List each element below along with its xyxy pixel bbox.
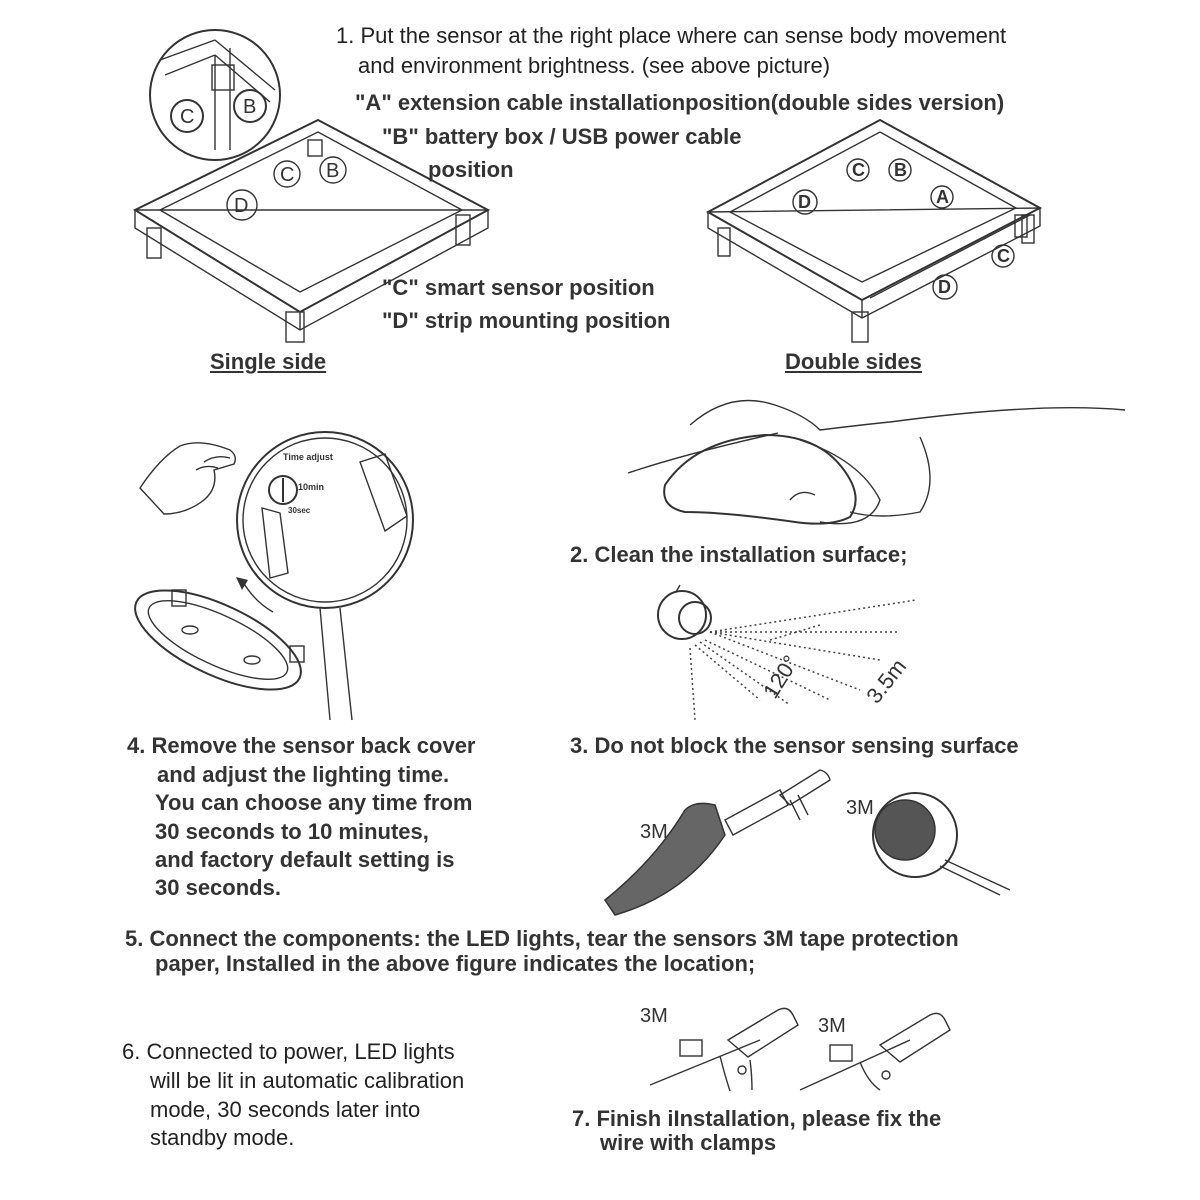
- single-side-caption: Single side: [210, 349, 327, 374]
- tape-label-clamp-right: 3M: [818, 1015, 846, 1037]
- step4-line4: 30 seconds to 10 minutes,: [155, 819, 429, 844]
- step7-line2: wire with clamps: [600, 1130, 777, 1155]
- tape-label-strip: 3M: [640, 821, 668, 843]
- step4-line5: and factory default setting is: [155, 847, 455, 872]
- dial-max-label: 10min: [298, 482, 325, 492]
- sensor-tape-illustration: [873, 793, 1010, 895]
- step5-line1: 5. Connect the components: the LED lights, tear the sensors 3M tape protection: [125, 926, 959, 951]
- marker-b-inset: B: [243, 96, 257, 118]
- marker-b-single: B: [326, 160, 340, 182]
- sensing-distance-label: 3.5m: [861, 654, 912, 709]
- label-c-description: "C" smart sensor position: [382, 275, 655, 300]
- clamp-illustration-left: [650, 1008, 798, 1091]
- marker-d-double-bottom: D: [938, 277, 951, 297]
- marker-a-double: A: [936, 187, 949, 207]
- tape-label-sensor: 3M: [846, 797, 874, 819]
- step6-line4: standby mode.: [150, 1125, 295, 1150]
- marker-c-inset: C: [180, 106, 195, 128]
- marker-b-double: B: [894, 160, 907, 180]
- step7-line1: 7. Finish iInstallation, please fix the: [572, 1106, 942, 1131]
- label-a-description: "A" extension cable installationposition(double sides version): [355, 90, 1005, 115]
- step5-line2: paper, Installed in the above figure indicates the location;: [155, 951, 756, 976]
- step6-line3: mode, 30 seconds later into: [150, 1097, 421, 1122]
- label-d-description: "D" strip mounting position: [382, 308, 671, 333]
- double-sides-caption: Double sides: [785, 349, 922, 374]
- step6-line1: 6. Connected to power, LED lights: [122, 1039, 455, 1064]
- step3-text: 3. Do not block the sensor sensing surface: [570, 733, 1019, 758]
- marker-c-double-top: C: [852, 160, 865, 180]
- marker-d-single: D: [234, 195, 249, 217]
- sensing-angle-label: 120°: [758, 650, 804, 703]
- step4-line6: 30 seconds.: [155, 875, 281, 900]
- single-side-markers: [171, 90, 346, 220]
- dial-min-label: 30sec: [288, 506, 311, 515]
- label-b-description-line2: position: [428, 157, 514, 182]
- step1-line1: 1. Put the sensor at the right place where can sense body movement: [336, 23, 1007, 48]
- cleaning-hand-illustration: [628, 401, 1125, 524]
- step4-line2: and adjust the lighting time.: [157, 762, 450, 787]
- step2-text: 2. Clean the installation surface;: [570, 542, 908, 567]
- sensor-time-adjust-illustration: [122, 432, 413, 720]
- double-sides-frame-illustration: [708, 120, 1040, 342]
- marker-c-single: C: [280, 164, 295, 186]
- marker-d-double-top: D: [798, 192, 811, 212]
- step1-line2: and environment brightness. (see above picture): [358, 53, 831, 78]
- step4-line3: You can choose any time from: [155, 790, 473, 815]
- step6-line2: will be lit in automatic calibration: [150, 1068, 465, 1093]
- tape-label-clamp-left: 3M: [640, 1005, 668, 1027]
- step4-line1: 4. Remove the sensor back cover: [127, 733, 476, 758]
- tape-strip-illustration: [605, 770, 830, 915]
- label-b-description-line1: "B" battery box / USB power cable: [382, 124, 742, 149]
- dial-title-label: Time adjust: [283, 452, 333, 462]
- marker-c-double-side: C: [997, 246, 1010, 266]
